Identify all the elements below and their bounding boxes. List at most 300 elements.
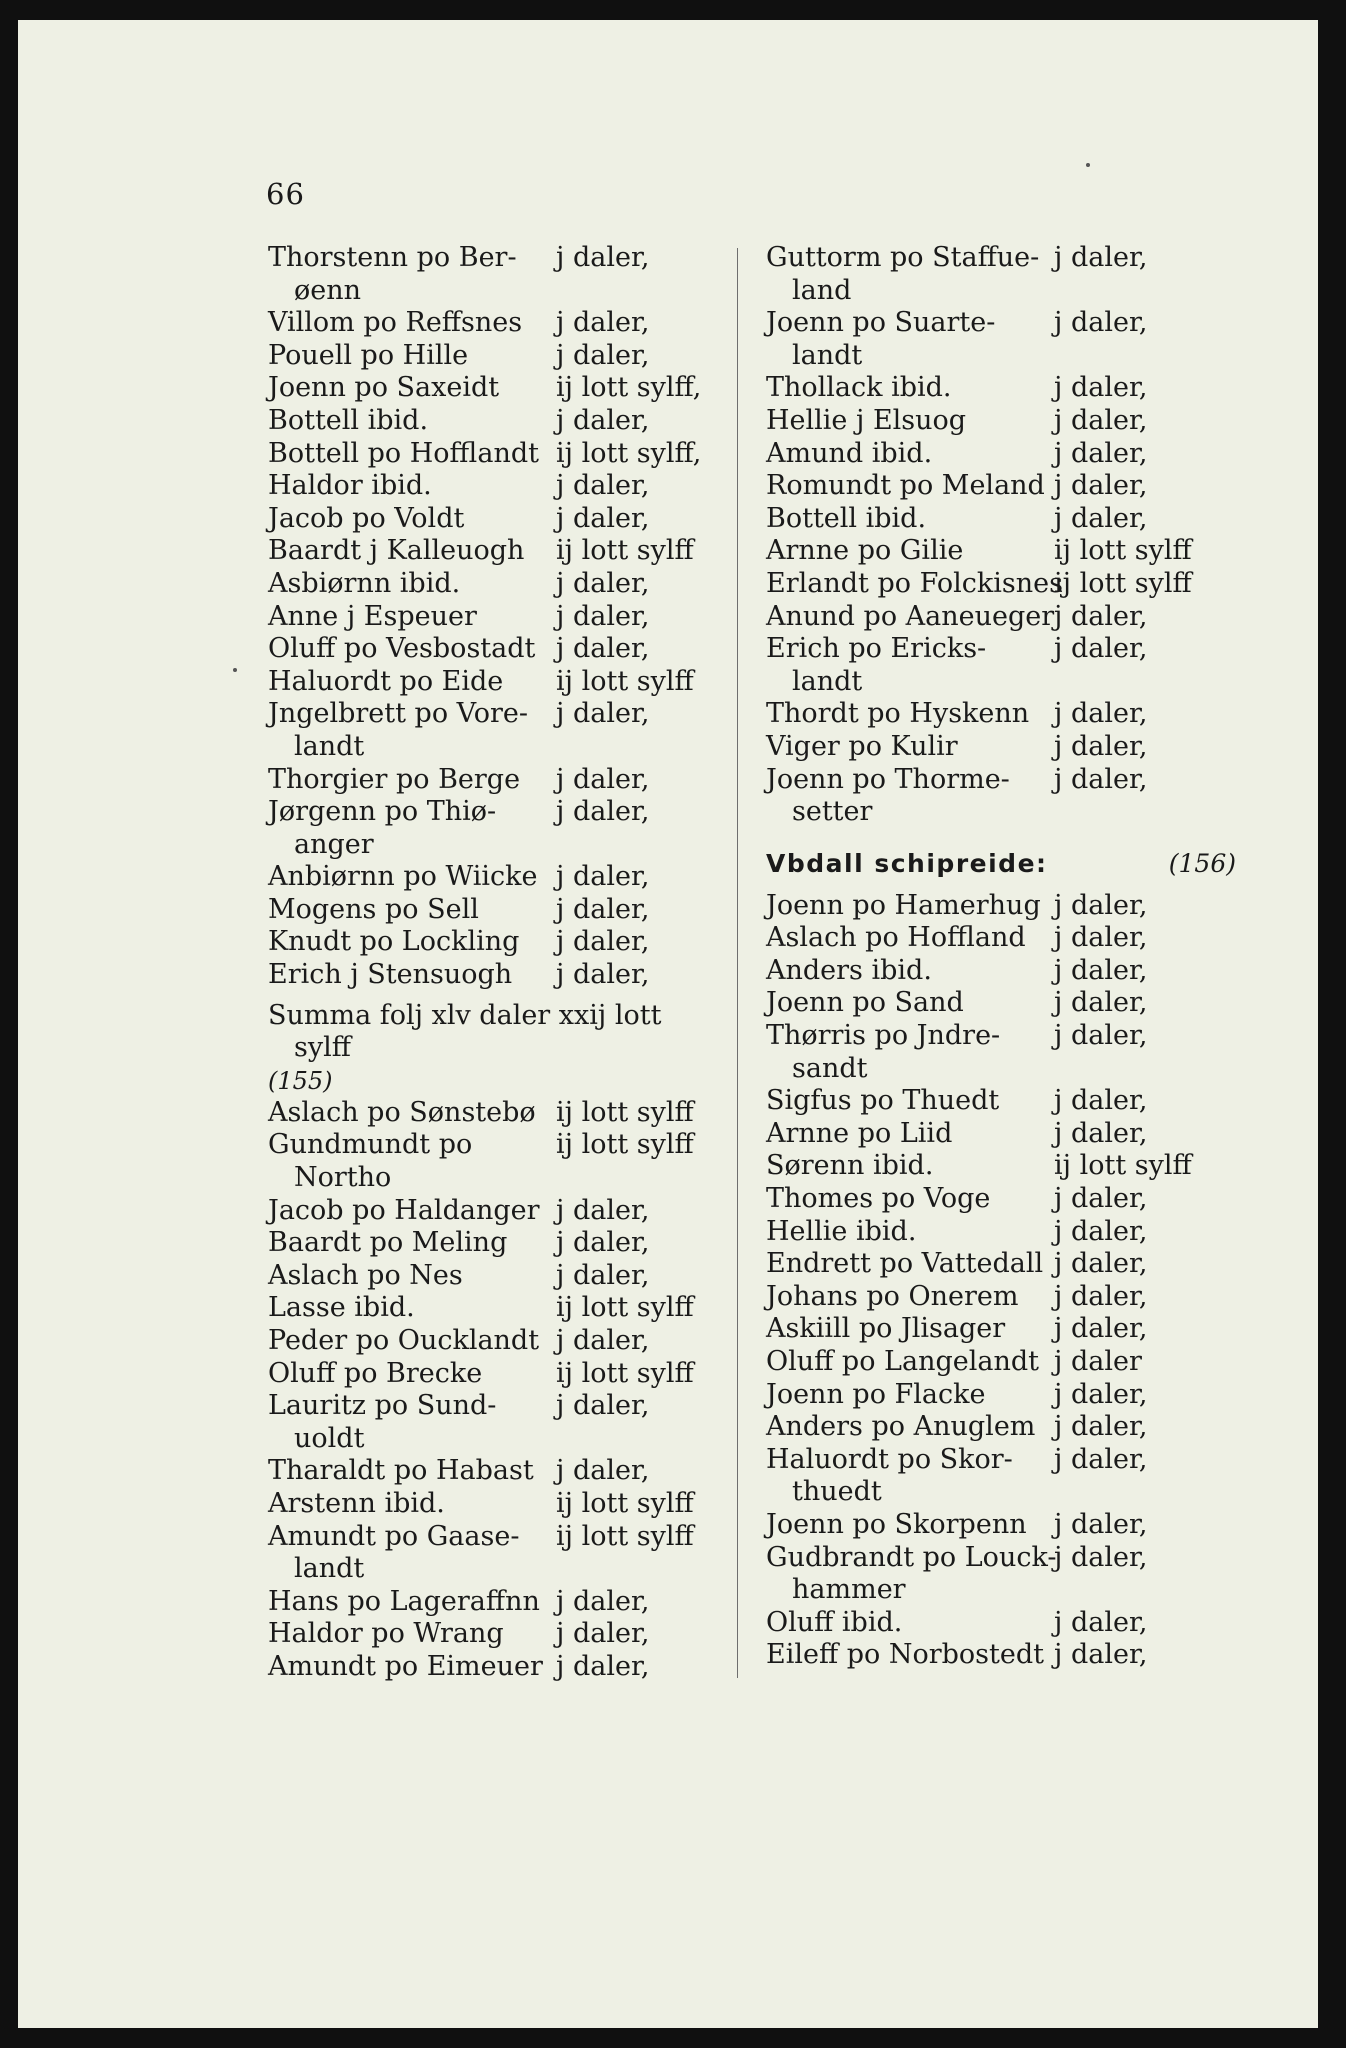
entry-name xyxy=(268,601,556,634)
entry-name xyxy=(766,1541,1057,1607)
entry-amount: j daler, xyxy=(1054,242,1148,273)
section-header xyxy=(766,849,1236,878)
entry-name-text: Haldor ibid. xyxy=(268,470,432,502)
entry-name-text: Jørgenn po Thiø- xyxy=(268,796,497,828)
entry-name-text: Erich po Ericks- xyxy=(766,633,987,665)
entry-name xyxy=(766,438,1054,471)
reference-156: (156) xyxy=(1168,848,1236,878)
entry-amount: j daler, xyxy=(1054,1020,1148,1052)
entry-name xyxy=(766,1085,1054,1118)
entry-amount: j daler, xyxy=(556,1650,650,1682)
entry-name-text: Jacob po Voldt xyxy=(268,502,465,534)
summa-line xyxy=(268,1000,738,1065)
entry-name-text: Aslach po Hoffland xyxy=(766,922,1026,954)
entry-name-text: Viger po Kulir xyxy=(766,730,958,762)
left-entries-b xyxy=(268,1097,738,1684)
entry-amount: j daler, xyxy=(556,1325,650,1356)
entry-name xyxy=(766,1216,1054,1249)
entry-name-text: Amund ibid. xyxy=(766,437,933,469)
entry-name-text: Jacob po Haldanger xyxy=(268,1194,540,1226)
entry-name-text: Amundt po Eimeuer xyxy=(268,1650,543,1682)
entry-name xyxy=(268,242,556,307)
ledger-entry xyxy=(766,890,1236,923)
entry-name xyxy=(268,1195,556,1228)
entry-name xyxy=(268,405,556,438)
entry-name-text: Bottell ibid. xyxy=(268,404,429,436)
entry-name xyxy=(766,1346,1054,1379)
entry-name-text: Haluordt po Eide xyxy=(268,665,504,697)
entry-name xyxy=(268,764,556,797)
ledger-entry xyxy=(268,438,738,471)
entry-amount: j daler xyxy=(1054,1346,1142,1377)
entry-name xyxy=(766,1313,1054,1346)
speck xyxy=(1086,163,1090,167)
entry-name xyxy=(766,890,1054,923)
entry-amount: j daler, xyxy=(556,567,650,599)
ledger-entry xyxy=(268,1292,738,1325)
ledger-entry xyxy=(766,601,1236,634)
entry-amount: j daler, xyxy=(556,1585,650,1617)
entry-name-text: Aslach po Nes xyxy=(268,1259,463,1291)
entry-name-text: Sigfus po Thuedt xyxy=(766,1085,1000,1117)
entry-name xyxy=(766,731,1054,764)
entry-name-text: Anbiørnn po Wiicke xyxy=(268,861,538,893)
entry-name xyxy=(766,922,1054,955)
right-entries-a xyxy=(766,242,1236,829)
ledger-entry xyxy=(268,1521,738,1586)
ledger-entry xyxy=(766,1248,1236,1281)
entry-name-text: Joenn po Saxeidt xyxy=(268,372,500,404)
entry-name-continuation: øenn xyxy=(294,274,362,306)
entry-amount: j daler, xyxy=(556,861,650,893)
entry-amount: j daler, xyxy=(1054,730,1148,762)
ledger-entry xyxy=(766,1411,1236,1444)
entry-name-text: Hans po Lageraffnn xyxy=(268,1585,540,1617)
entry-name xyxy=(268,1292,556,1325)
entry-name xyxy=(766,1444,1054,1509)
ledger-entry xyxy=(268,1227,738,1260)
entry-name-continuation: land xyxy=(792,274,852,306)
entry-amount: ij lott sylff xyxy=(556,1520,694,1552)
entry-name xyxy=(766,1639,1054,1672)
ledger-entry xyxy=(766,1639,1236,1672)
entry-name-text: Aslach po Sønstebø xyxy=(268,1096,536,1128)
entry-name-text: Tharaldt po Habast xyxy=(268,1455,534,1487)
entry-name-text: Thorgier po Berge xyxy=(268,763,521,795)
entry-amount: j daler, xyxy=(556,959,650,991)
entry-name xyxy=(766,535,1054,568)
ledger-entry xyxy=(268,601,738,634)
left-column xyxy=(268,242,738,1684)
entry-name-text: Oluff po Langelandt xyxy=(766,1346,1039,1377)
ledger-entry xyxy=(766,764,1236,829)
ledger-entry xyxy=(268,503,738,536)
entry-amount: ij lott sylff xyxy=(1054,535,1192,567)
entry-name-text: Bottell po Hofflandt xyxy=(268,437,539,469)
entry-name xyxy=(766,1150,1054,1183)
entry-amount: j daler, xyxy=(556,339,650,371)
ledger-entry xyxy=(268,568,738,601)
entry-amount: j daler, xyxy=(1054,1443,1148,1475)
entry-name-text: Gudbrandt po Louck- xyxy=(766,1541,1057,1573)
ledger-entry xyxy=(268,1455,738,1488)
entry-name xyxy=(268,1358,556,1391)
entry-name-text: Erlandt po Folckisnes xyxy=(766,567,1063,599)
entry-amount: j daler, xyxy=(556,242,650,273)
entry-amount: ij lott sylff xyxy=(556,1096,694,1128)
entry-name xyxy=(766,1118,1054,1151)
summa-continuation: sylff xyxy=(294,1032,351,1064)
entry-amount: j daler, xyxy=(1054,1378,1148,1410)
ledger-entry xyxy=(268,1390,738,1455)
entry-name xyxy=(268,1129,556,1194)
entry-name-text: Lauritz po Sund- xyxy=(268,1390,497,1422)
entry-name-text: Sørenn ibid. xyxy=(766,1150,934,1182)
entry-name xyxy=(766,567,1063,601)
ledger-entry xyxy=(268,1325,738,1358)
entry-amount: j daler, xyxy=(1054,1508,1148,1540)
entry-name-text: Guttorm po Staffue- xyxy=(766,242,1040,273)
ledger-entry xyxy=(268,1651,738,1684)
entry-name xyxy=(268,1390,556,1455)
ledger-entry xyxy=(268,307,738,340)
entry-name-text: Gundmundt po xyxy=(268,1129,473,1161)
entry-name-text: Anund po Aaneueger xyxy=(766,600,1055,632)
entry-amount: j daler, xyxy=(1054,502,1148,534)
entry-name-continuation: uoldt xyxy=(294,1422,365,1454)
entry-name-text: Peder po Oucklandt xyxy=(268,1325,540,1356)
entry-amount: j daler, xyxy=(556,1259,650,1291)
ledger-entry xyxy=(766,922,1236,955)
entry-name xyxy=(268,666,556,699)
entry-name xyxy=(766,764,1054,829)
entry-amount: ij lott sylff xyxy=(556,665,694,697)
entry-name-text: Haldor po Wrang xyxy=(268,1618,504,1650)
entry-amount: j daler, xyxy=(556,698,650,730)
entry-name xyxy=(766,1020,1054,1085)
ledger-entry xyxy=(766,372,1236,405)
entry-name-text: Asbiørnn ibid. xyxy=(268,567,461,599)
entry-amount: j daler, xyxy=(1054,372,1148,404)
entry-name xyxy=(766,1281,1054,1314)
entry-amount: j daler, xyxy=(1054,922,1148,954)
entry-name xyxy=(766,405,1054,438)
ledger-entry xyxy=(766,1346,1236,1379)
entry-amount: j daler, xyxy=(556,1390,650,1422)
entry-name xyxy=(268,1618,556,1651)
ledger-entry xyxy=(268,242,738,307)
entry-name xyxy=(268,1586,556,1619)
entry-name-text: Pouell po Hille xyxy=(268,339,469,371)
entry-amount: j daler, xyxy=(1054,1639,1148,1671)
entry-amount: j daler, xyxy=(1054,1411,1148,1443)
entry-amount: j daler, xyxy=(1054,1117,1148,1149)
entry-name-continuation: anger xyxy=(294,828,374,860)
entry-amount: j daler, xyxy=(556,1618,650,1650)
entry-amount: j daler, xyxy=(556,763,650,795)
entry-name xyxy=(766,307,1054,372)
ledger-entry xyxy=(268,926,738,959)
ledger-entry xyxy=(766,1444,1236,1509)
entry-name xyxy=(268,503,556,536)
entry-name xyxy=(268,1651,556,1684)
ledger-entry xyxy=(766,1183,1236,1216)
ledger-entry xyxy=(766,470,1236,503)
entry-name xyxy=(268,372,556,405)
entry-name-text: Hellie ibid. xyxy=(766,1215,917,1247)
entry-amount: j daler, xyxy=(556,1455,650,1487)
entry-amount: j daler, xyxy=(1054,987,1148,1019)
ledger-entry xyxy=(766,242,1236,307)
entry-name-text: Eileff po Norbostedt xyxy=(766,1639,1044,1671)
entry-amount: j daler, xyxy=(556,1227,650,1259)
entry-name-text: Haluordt po Skor- xyxy=(766,1443,1013,1475)
entry-name-text: Thomes po Voge xyxy=(766,1183,991,1215)
entry-amount: j daler, xyxy=(1054,954,1148,986)
entry-name xyxy=(268,861,556,894)
entry-name xyxy=(268,698,556,763)
ledger-entry xyxy=(268,861,738,894)
entry-amount: ij lott sylff, xyxy=(556,372,702,404)
entry-amount: j daler, xyxy=(556,926,650,958)
entry-name xyxy=(268,633,556,666)
entry-name xyxy=(268,438,556,471)
entry-amount: j daler, xyxy=(1054,698,1148,730)
ledger-entry xyxy=(766,535,1236,568)
entry-name-continuation: setter xyxy=(792,796,873,828)
ledger-entry xyxy=(766,1085,1236,1118)
entry-amount: j daler, xyxy=(1054,470,1148,502)
entry-name xyxy=(766,503,1054,536)
entry-amount: ij lott sylff, xyxy=(556,437,702,469)
entry-amount: j daler, xyxy=(556,470,650,502)
document-page xyxy=(18,20,1318,2028)
ledger-entry xyxy=(268,535,738,568)
entry-name xyxy=(766,955,1054,988)
entry-name xyxy=(268,1521,556,1586)
entry-name-text: Joenn po Flacke xyxy=(766,1378,986,1410)
entry-amount: j daler, xyxy=(1054,404,1148,436)
ledger-entry xyxy=(268,1586,738,1619)
entry-name xyxy=(268,1227,556,1260)
ledger-entry xyxy=(766,307,1236,372)
column-divider xyxy=(737,248,738,1678)
entry-amount: j daler, xyxy=(1054,763,1148,795)
ledger-entry xyxy=(268,1129,738,1194)
entry-name xyxy=(766,372,1054,405)
entry-name-text: Thorstenn po Ber- xyxy=(268,242,517,273)
ledger-entry xyxy=(268,1097,738,1130)
ledger-entry xyxy=(766,438,1236,471)
entry-name xyxy=(268,796,556,861)
entry-name xyxy=(268,1455,556,1488)
ledger-entry xyxy=(766,1020,1236,1085)
entry-name-text: Baardt po Meling xyxy=(268,1227,508,1259)
entry-amount: j daler, xyxy=(1054,633,1148,665)
ledger-entry xyxy=(268,796,738,861)
entry-name xyxy=(268,568,556,601)
entry-name-text: Knudt po Lockling xyxy=(268,926,520,958)
entry-name xyxy=(766,470,1054,503)
entry-name-text: Erich j Stensuogh xyxy=(268,959,513,991)
ledger-entry xyxy=(766,1281,1236,1314)
page-number: 66 xyxy=(266,177,305,211)
entry-name-text: Oluff po Brecke xyxy=(268,1357,483,1389)
entry-amount: j daler, xyxy=(1054,889,1148,921)
entry-name-continuation: Northo xyxy=(294,1162,392,1194)
entry-name xyxy=(268,926,556,959)
ledger-entry xyxy=(268,894,738,927)
entry-amount: ij lott sylff xyxy=(556,1357,694,1389)
entry-name-text: Baardt j Kalleuogh xyxy=(268,535,525,567)
entry-name-text: Joenn po Skorpenn xyxy=(766,1508,1027,1540)
entry-amount: ij lott sylff xyxy=(1054,1150,1192,1182)
entry-name-text: Anders ibid. xyxy=(766,954,932,986)
entry-name-text: Oluff po Vesbostadt xyxy=(268,633,536,665)
entry-amount: j daler, xyxy=(1054,600,1148,632)
entry-name-continuation: thuedt xyxy=(792,1476,882,1508)
entry-name-text: Anne j Espeuer xyxy=(268,600,477,632)
entry-name xyxy=(268,959,556,992)
entry-amount: j daler, xyxy=(1054,1541,1148,1573)
entry-name-text: Arnne po Gilie xyxy=(766,535,964,567)
entry-name-text: Thordt po Hyskenn xyxy=(766,698,1030,730)
entry-name xyxy=(766,1183,1054,1216)
entry-amount: j daler, xyxy=(1054,1313,1148,1345)
entry-amount: j daler, xyxy=(1054,1183,1148,1215)
ledger-entry xyxy=(268,1488,738,1521)
entry-name xyxy=(766,633,1054,698)
entry-name xyxy=(766,987,1054,1020)
entry-name-text: Romundt po Meland xyxy=(766,470,1045,502)
entry-name-text: Thollack ibid. xyxy=(766,372,952,404)
entry-name-continuation: landt xyxy=(792,339,863,371)
ledger-entry xyxy=(766,955,1236,988)
ledger-entry xyxy=(766,1509,1236,1542)
ledger-entry xyxy=(766,1379,1236,1412)
entry-name xyxy=(268,535,556,568)
ledger-entry xyxy=(268,698,738,763)
right-column xyxy=(766,242,1236,1672)
ledger-entry xyxy=(268,372,738,405)
entry-amount: ij lott sylff xyxy=(556,1129,694,1161)
entry-name-text: Lasse ibid. xyxy=(268,1292,415,1324)
entry-name-text: Askiill po Jlisager xyxy=(766,1313,1006,1345)
ledger-entry xyxy=(766,1542,1236,1607)
entry-name xyxy=(766,242,1054,307)
ledger-entry xyxy=(766,633,1236,698)
ledger-entry xyxy=(268,1260,738,1293)
ledger-entry xyxy=(766,731,1236,764)
entry-amount: j daler, xyxy=(1054,307,1148,339)
entry-name xyxy=(766,1248,1054,1281)
ledger-entry xyxy=(766,1607,1236,1640)
entry-name-text: Arnne po Liid xyxy=(766,1117,953,1149)
entry-name-text: Joenn po Hamerhug xyxy=(766,889,1041,921)
entry-amount: j daler, xyxy=(556,796,650,828)
ledger-entry xyxy=(766,987,1236,1020)
ledger-entry xyxy=(268,340,738,373)
ledger-entry xyxy=(268,764,738,797)
entry-amount: ij lott sylff xyxy=(1054,567,1192,599)
entry-name-text: Joenn po Suarte- xyxy=(766,307,996,339)
entry-name xyxy=(268,894,556,927)
ledger-entry xyxy=(766,1118,1236,1151)
summa-text: Summa folj xlv daler xxij lott xyxy=(268,999,662,1031)
entry-name-text: Endrett po Vattedall xyxy=(766,1248,1044,1280)
ledger-entry xyxy=(766,1150,1236,1183)
entry-amount: j daler, xyxy=(556,600,650,632)
ledger-entry xyxy=(268,405,738,438)
section-title: Vbdall schipreide: xyxy=(766,848,1048,878)
entry-name-continuation: sandt xyxy=(792,1052,868,1084)
ledger-entry xyxy=(268,959,738,992)
entry-name-continuation: landt xyxy=(294,1553,365,1585)
ledger-entry xyxy=(766,503,1236,536)
entry-name-text: Thørris po Jndre- xyxy=(766,1020,1001,1052)
entry-name xyxy=(766,1379,1054,1412)
entry-name-text: Anders po Anuglem xyxy=(766,1411,1036,1443)
speck xyxy=(233,668,237,672)
entry-name xyxy=(766,601,1054,634)
entry-name xyxy=(268,1097,556,1130)
entry-name-text: Villom po Reffsnes xyxy=(268,307,523,339)
ledger-entry xyxy=(766,1313,1236,1346)
entry-name xyxy=(766,1411,1054,1444)
entry-amount: j daler, xyxy=(556,502,650,534)
entry-name-text: Joenn po Thorme- xyxy=(766,763,1010,795)
entry-name-text: Amundt po Gaase- xyxy=(268,1520,520,1552)
entry-name-text: Jngelbrett po Vore- xyxy=(268,698,528,730)
entry-name xyxy=(268,1488,556,1521)
entry-amount: j daler, xyxy=(556,307,650,339)
left-entries-a xyxy=(268,242,738,992)
entry-name-text: Johans po Onerem xyxy=(766,1280,1019,1312)
entry-name xyxy=(766,1509,1054,1542)
entry-amount: j daler, xyxy=(556,404,650,436)
entry-name xyxy=(766,1607,1054,1640)
entry-name-text: Hellie j Elsuog xyxy=(766,404,967,436)
entry-name-text: Mogens po Sell xyxy=(268,893,479,925)
entry-amount: j daler, xyxy=(1054,1215,1148,1247)
entry-name xyxy=(268,470,556,503)
ledger-entry xyxy=(268,1618,738,1651)
ledger-entry xyxy=(766,698,1236,731)
entry-amount: ij lott sylff xyxy=(556,1487,694,1519)
reference-155: (155) xyxy=(268,1066,333,1095)
ledger-entry xyxy=(268,470,738,503)
entry-amount: j daler, xyxy=(1054,1606,1148,1638)
entry-amount: j daler, xyxy=(1054,1085,1148,1117)
entry-name-text: Bottell ibid. xyxy=(766,502,927,534)
entry-name xyxy=(268,1260,556,1293)
right-entries-b xyxy=(766,890,1236,1672)
entry-name xyxy=(268,1325,556,1358)
entry-name-text: Arstenn ibid. xyxy=(268,1487,445,1519)
entry-amount: ij lott sylff xyxy=(556,535,694,567)
ledger-entry xyxy=(268,666,738,699)
entry-name-text: Joenn po Sand xyxy=(766,987,964,1019)
entry-name-text: Oluff ibid. xyxy=(766,1606,903,1638)
entry-name xyxy=(766,698,1054,731)
entry-amount: j daler, xyxy=(556,633,650,665)
ledger-entry xyxy=(268,1358,738,1391)
ledger-entry xyxy=(766,405,1236,438)
entry-name-continuation: landt xyxy=(294,730,365,762)
entry-name xyxy=(268,307,556,340)
ledger-entry xyxy=(268,633,738,666)
entry-amount: ij lott sylff xyxy=(556,1292,694,1324)
